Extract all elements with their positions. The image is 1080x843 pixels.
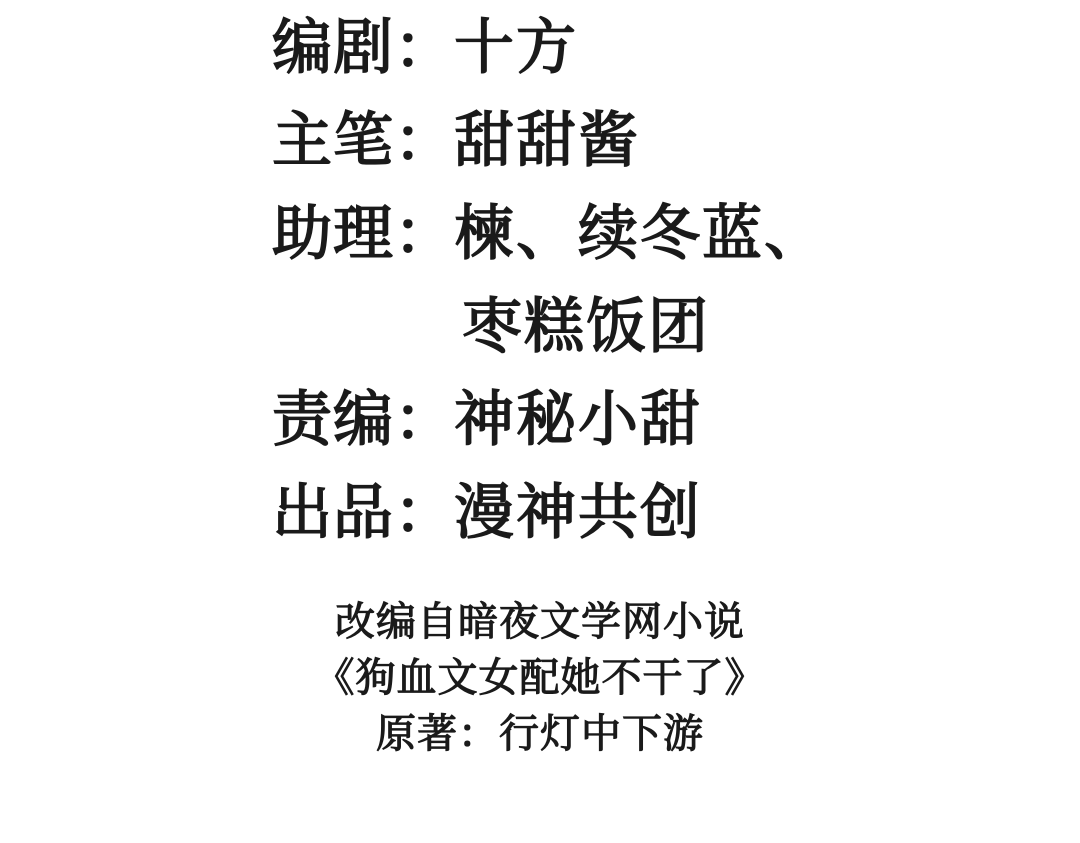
credit-line-assistants (0, 188, 1080, 281)
credit-line-editor (0, 374, 1080, 467)
credit-colon-editor: ： (394, 385, 454, 455)
credit-value-producer: 漫神共创 (454, 478, 702, 548)
credit-label-assistants: 助理 (272, 199, 394, 269)
credit-line-lead-artist (0, 95, 1080, 188)
credit-line-assistants-continued (0, 281, 1080, 374)
credit-value-lead-artist: 甜甜酱 (454, 106, 640, 176)
credit-value-assistants: 楝、续冬蓝、 (454, 199, 826, 269)
credit-label-writer: 编剧 (272, 13, 394, 83)
credit-value-assistants-continued: 枣糕饭团 (462, 292, 710, 362)
credit-value-writer: 十方 (454, 13, 578, 83)
credit-colon-lead-artist: ： (394, 106, 454, 176)
credit-colon-producer: ： (394, 478, 454, 548)
source-block (0, 594, 1080, 762)
credit-line-writer (0, 2, 1080, 95)
source-original-author: 原著：行灯中下游 (376, 711, 704, 757)
credit-line-producer (0, 467, 1080, 560)
source-novel-title: 《狗血文女配她不干了》 (314, 655, 766, 701)
credit-colon-writer: ： (394, 13, 454, 83)
credit-label-producer: 出品 (272, 478, 394, 548)
credit-label-lead-artist: 主笔 (272, 106, 394, 176)
credit-label-editor: 责编 (272, 385, 394, 455)
credit-value-editor: 神秘小甜 (454, 385, 702, 455)
source-adaptation-note: 改编自暗夜文学网小说 (335, 599, 745, 645)
credit-colon-assistants: ： (394, 199, 454, 269)
